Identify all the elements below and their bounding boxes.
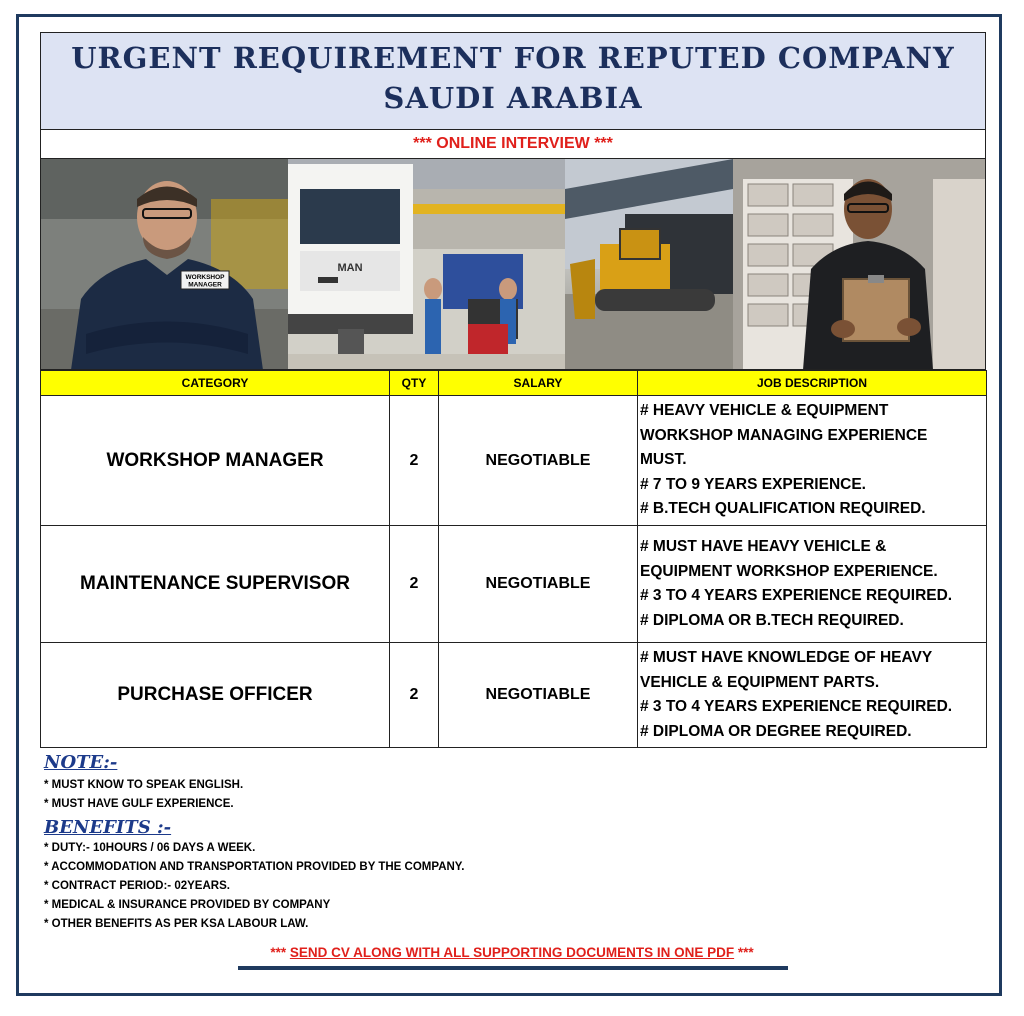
title-line-1: URGENT REQUIREMENT FOR REPUTED COMPANY (71, 41, 955, 75)
footer-underline-bar (238, 966, 788, 970)
benefits-list (44, 839, 464, 934)
row-category: WORKSHOP MANAGER (41, 396, 390, 526)
photo-truck-workshop (288, 159, 564, 369)
description-line: VEHICLE & EQUIPMENT PARTS. (640, 673, 880, 691)
row-category: MAINTENANCE SUPERVISOR (41, 526, 390, 643)
header-qty: QTY (390, 371, 439, 396)
description-line: # 7 TO 9 YEARS EXPERIENCE. (640, 475, 866, 493)
row-qty: 2 (390, 643, 439, 748)
photo-strip (40, 159, 986, 370)
list-item: * MEDICAL & INSURANCE PROVIDED BY COMPANY (44, 899, 331, 911)
row-description (638, 396, 987, 526)
list-item: * MUST KNOW TO SPEAK ENGLISH. (44, 779, 244, 791)
list-item: * MUST HAVE GULF EXPERIENCE. (44, 798, 234, 810)
photo-workshop-manager (41, 159, 288, 369)
footer-text: SEND CV ALONG WITH ALL SUPPORTING DOCUMENTS IN ONE PDF (289, 945, 735, 960)
list-item: * ACCOMMODATION AND TRANSPORTATION PROVIDED BY THE COMPANY. (44, 861, 465, 873)
note-heading: NOTE:- (44, 752, 118, 773)
list-item: * OTHER BENEFITS AS PER KSA LABOUR LAW. (44, 918, 309, 930)
description-line: # 3 TO 4 YEARS EXPERIENCE REQUIRED. (640, 698, 953, 715)
benefits-heading: BENEFITS :- (44, 817, 172, 838)
footer-prefix: *** (270, 945, 290, 960)
description-line: # MUST HAVE KNOWLEDGE OF HEAVY (640, 649, 933, 666)
description-line: # 3 TO 4 YEARS EXPERIENCE REQUIRED. (640, 587, 953, 604)
photo-supervisor-clipboard (733, 159, 985, 369)
table-header-row (41, 371, 987, 396)
header-salary: SALARY (439, 371, 638, 396)
header-job-description: JOB DESCRIPTION (638, 371, 987, 396)
table-row (41, 643, 987, 748)
title-line-2: SAUDI ARABIA (383, 81, 643, 115)
photo-bulldozer (565, 159, 733, 369)
list-item: * CONTRACT PERIOD:- 02YEARS. (44, 880, 230, 892)
row-description (638, 526, 987, 643)
footer-suffix: *** (734, 945, 754, 960)
badge-text-1: WORKSHOP (185, 274, 225, 281)
description-line: # HEAVY VEHICLE & EQUIPMENT (640, 402, 889, 420)
row-salary: NEGOTIABLE (439, 396, 638, 526)
description-line: EQUIPMENT WORKSHOP EXPERIENCE. (640, 562, 938, 580)
row-description (638, 643, 987, 748)
row-qty: 2 (390, 526, 439, 643)
description-line: # DIPLOMA OR B.TECH REQUIRED. (640, 611, 904, 629)
row-category: PURCHASE OFFICER (41, 643, 390, 748)
table-row (41, 396, 987, 526)
send-cv-footer (0, 945, 1024, 960)
description-line: # B.TECH QUALIFICATION REQUIRED. (640, 500, 926, 518)
table-row (41, 526, 987, 643)
header-category: CATEGORY (41, 371, 390, 396)
row-salary: NEGOTIABLE (439, 526, 638, 643)
note-list (44, 776, 243, 814)
list-item: * DUTY:- 10HOURS / 06 DAYS A WEEK. (44, 842, 256, 854)
row-qty: 2 (390, 396, 439, 526)
badge-text-2: MANAGER (188, 281, 222, 289)
description-line: # MUST HAVE HEAVY VEHICLE & (640, 538, 887, 555)
job-table (40, 370, 987, 748)
description-line: # DIPLOMA OR DEGREE REQUIRED. (640, 722, 912, 740)
description-line: WORKSHOP MANAGING EXPERIENCE (640, 426, 928, 444)
truck-brand-text: MAN (337, 262, 363, 274)
row-salary: NEGOTIABLE (439, 643, 638, 748)
description-line: MUST. (640, 451, 687, 469)
title-banner (40, 32, 986, 130)
online-interview-banner: *** ONLINE INTERVIEW *** (40, 130, 986, 159)
